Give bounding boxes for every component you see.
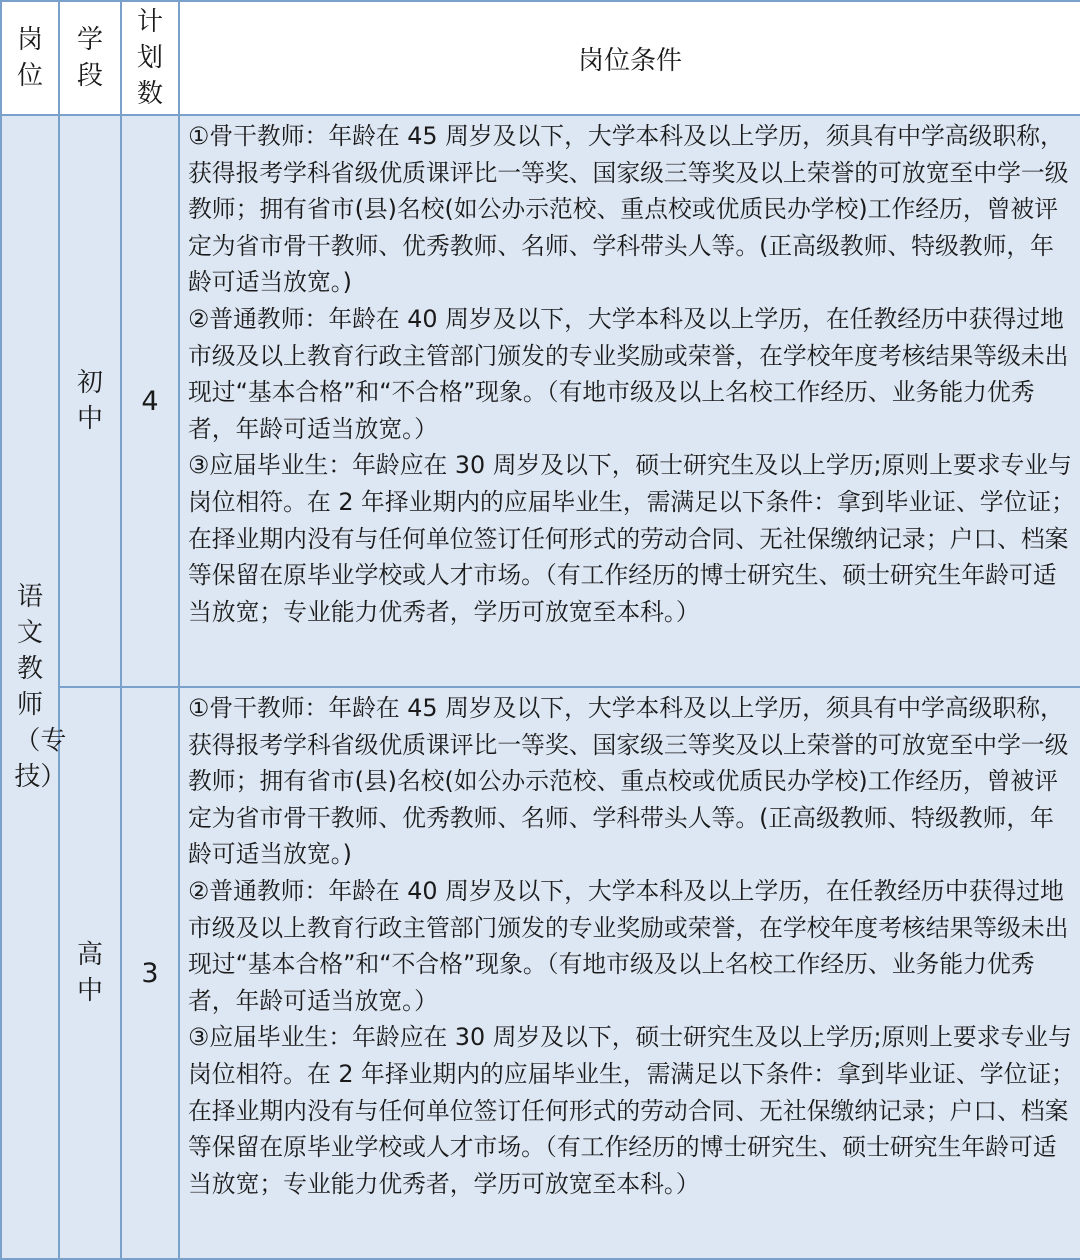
- condition-backbone: ①骨干教师：年龄在 45 周岁及以下，大学本科及以上学历，须具有中学高级职称，获得报考学科省级优质课评比一等奖、国家级三等奖及以上荣誉的可放宽至中学一级教师；拥有省市(县)名校(如公办示范校、重点校或优质民办学校)工作经历，曾被评定为省市骨干教师、优秀教师、名师、学科带头人等。(正高级教师、特级教师，年龄可适当放宽。): [188, 694, 1069, 869]
- header-conditions: 岗位条件: [179, 1, 1080, 115]
- conditions-cell: [179, 687, 1080, 1259]
- stage-cell: 高中: [59, 687, 121, 1259]
- header-row: [1, 1, 1080, 115]
- condition-backbone: ①骨干教师：年龄在 45 周岁及以下，大学本科及以上学历，须具有中学高级职称，获得报考学科省级优质课评比一等奖、国家级三等奖及以上荣誉的可放宽至中学一级教师；拥有省市(县)名校(如公办示范校、重点校或优质民办学校)工作经历，曾被评定为省市骨干教师、优秀教师、名师、学科带头人等。(正高级教师、特级教师，年龄可适当放宽。): [188, 122, 1069, 297]
- header-stage: 学段: [59, 1, 121, 115]
- plan-count: 4: [121, 115, 179, 687]
- condition-regular: ②普通教师：年龄在 40 周岁及以下，大学本科及以上学历，在任教经历中获得过地市级及以上教育行政主管部门颁发的专业奖励或荣誉，在学校年度考核结果等级未出现过“基本合格”和“不合格”现象。（有地市级及以上名校工作经历、业务能力优秀者，年龄可适当放宽。）: [188, 304, 1069, 443]
- table-row: [1, 687, 1080, 1259]
- condition-graduate: ③应届毕业生：年龄应在 30 周岁及以下，硕士研究生及以上学历;原则上要求专业与岗位相符。在 2 年择业期内的应届毕业生，需满足以下条件：拿到毕业证、学位证；在择业期内没有与任何单位签订任何形式的劳动合同、无社保缴纳记录；户口、档案等保留在原毕业学校或人才市场。（有工作经历的博士研究生、硕士研究生年龄可适当放宽；专业能力优秀者，学历可放宽至本科。）: [188, 1023, 1075, 1198]
- table-row: [1, 115, 1080, 687]
- condition-graduate: ③应届毕业生：年龄应在 30 周岁及以下，硕士研究生及以上学历;原则上要求专业与岗位相符。在 2 年择业期内的应届毕业生，需满足以下条件：拿到毕业证、学位证；在择业期内没有与任何单位签订任何形式的劳动合同、无社保缴纳记录；户口、档案等保留在原毕业学校或人才市场。（有工作经历的博士研究生、硕士研究生年龄可适当放宽；专业能力优秀者，学历可放宽至本科。）: [188, 451, 1075, 626]
- stage-cell: 初中: [59, 115, 121, 687]
- condition-regular: ②普通教师：年龄在 40 周岁及以下，大学本科及以上学历，在任教经历中获得过地市级及以上教育行政主管部门颁发的专业奖励或荣誉，在学校年度考核结果等级未出现过“基本合格”和“不合格”现象。（有地市级及以上名校工作经历、业务能力优秀者，年龄可适当放宽。）: [188, 876, 1069, 1015]
- header-position: 岗位: [1, 1, 59, 115]
- header-plan: 计划数: [121, 1, 179, 115]
- plan-count: 3: [121, 687, 179, 1259]
- conditions-cell: [179, 115, 1080, 687]
- position-name-cell: 语文教师（专技）: [1, 115, 59, 1259]
